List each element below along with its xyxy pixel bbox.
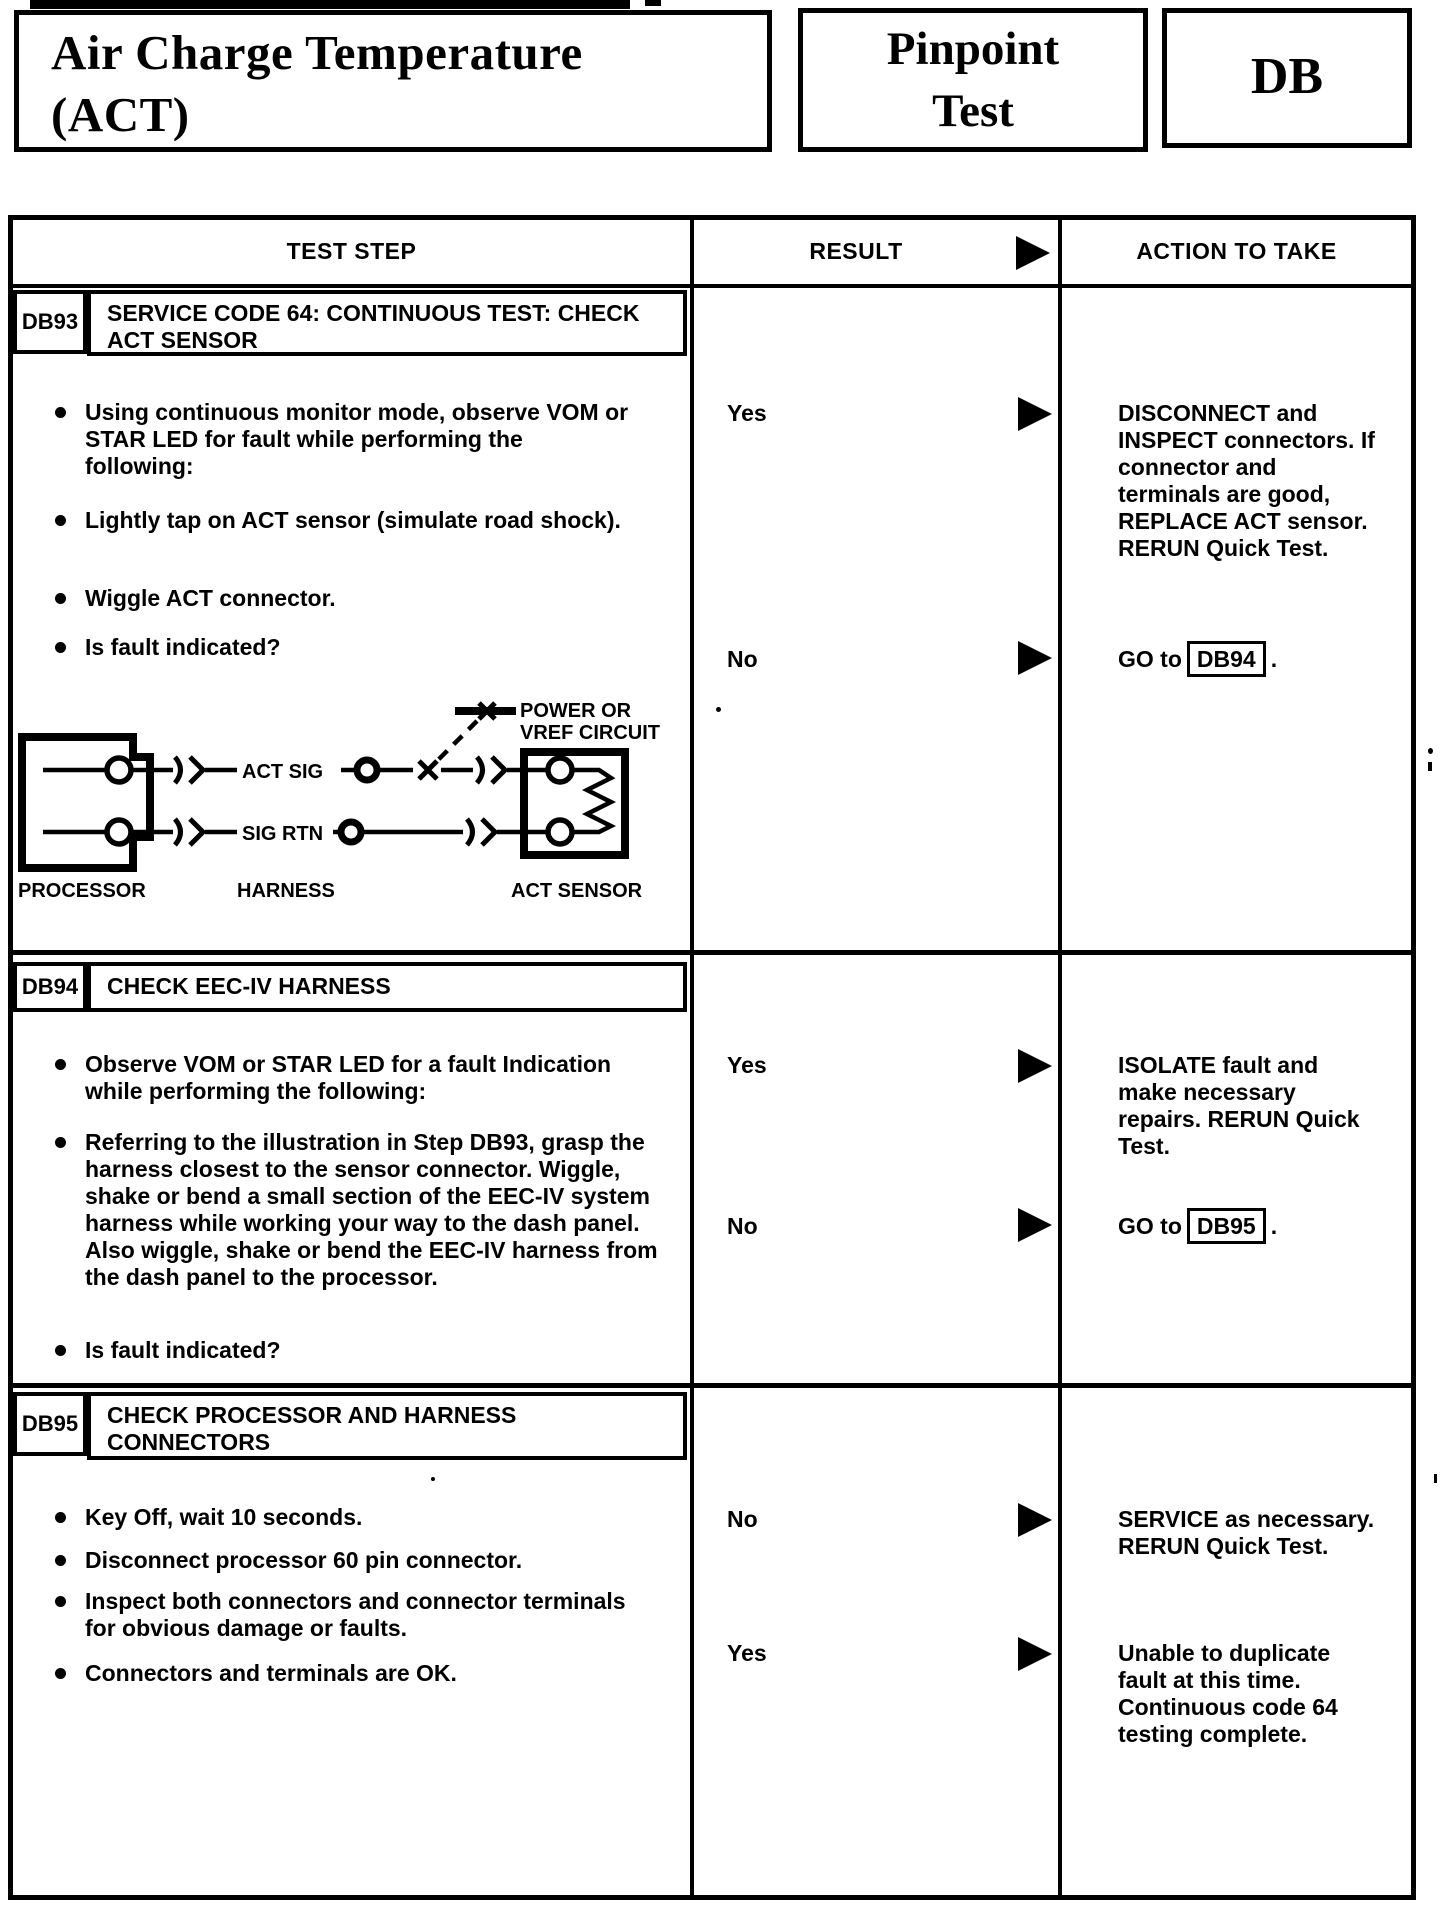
step-title: CHECK PROCESSOR AND HARNESS CONNECTORS — [107, 1402, 517, 1455]
bullet-text: Key Off, wait 10 seconds. — [85, 1504, 363, 1530]
bullet-dot-icon — [55, 515, 66, 526]
bullet-item — [55, 1129, 685, 1291]
bullet-item — [55, 1547, 522, 1574]
action-text — [1118, 641, 1380, 677]
action-text — [1118, 1208, 1380, 1244]
scan-artifact — [645, 0, 661, 6]
bullet-item — [55, 1051, 633, 1105]
diagram-label-harness: HARNESS — [237, 880, 335, 902]
column-divider-2 — [1058, 220, 1062, 1895]
bullet-text: Lightly tap on ACT sensor (simulate road shock). — [85, 507, 621, 533]
column-divider-1 — [690, 220, 694, 1895]
bullet-dot-icon — [55, 1555, 66, 1566]
result-arrow-icon — [1018, 641, 1052, 675]
bullet-dot-icon — [55, 1668, 66, 1679]
pinpoint-test-box — [798, 8, 1148, 152]
bullet-text: Connectors and terminals are OK. — [85, 1660, 457, 1686]
result-arrow-icon — [1016, 236, 1050, 270]
column-header-result: RESULT — [809, 238, 903, 264]
page-title-line1: Air Charge Temperature — [51, 25, 583, 80]
bullet-item — [55, 399, 633, 480]
bullet-item — [55, 1504, 362, 1531]
resistor-symbol — [572, 770, 611, 832]
goto-prefix: GO to — [1118, 1213, 1182, 1239]
goto-prefix: GO to — [1118, 646, 1182, 672]
step-id-badge: DB93 — [13, 290, 87, 354]
bullet-dot-icon — [55, 407, 66, 418]
result-arrow-icon — [1018, 1637, 1052, 1671]
bullet-text: Is fault indicated? — [85, 634, 281, 660]
bullet-item — [55, 507, 621, 534]
act-circuit-diagram — [15, 685, 665, 910]
bullet-text: Is fault indicated? — [85, 1337, 281, 1363]
test-type-label — [803, 13, 1143, 142]
bullet-item — [55, 1337, 281, 1364]
bullet-text: Wiggle ACT connector. — [85, 585, 336, 611]
step-title-box — [87, 290, 687, 356]
goto-suffix: . — [1270, 1213, 1278, 1239]
column-header-action: ACTION TO TAKE — [1136, 238, 1337, 264]
page-title-line2: (ACT) — [51, 87, 190, 142]
bullet-text: Inspect both connectors and connector terminals for obvious damage or faults. — [85, 1588, 626, 1641]
diagram-label-act-sig: ACT SIG — [242, 761, 324, 783]
bullet-item — [55, 1660, 457, 1687]
result-label: Yes — [727, 400, 767, 426]
result-arrow-icon — [1018, 1208, 1052, 1242]
scan-artifact — [431, 1477, 435, 1481]
bullet-dot-icon — [55, 642, 66, 653]
test-type-line2: Test — [932, 85, 1014, 137]
test-type-line1: Pinpoint — [886, 23, 1060, 75]
diagram-label-power-line1: POWER OR — [520, 700, 632, 722]
diagram-label-sig-rtn: SIG RTN — [242, 823, 324, 845]
step-id-badge: DB94 — [13, 962, 87, 1012]
result-label: No — [727, 1213, 758, 1239]
diagram-label-power-line2: VREF CIRCUIT — [520, 722, 660, 744]
action-text: ISOLATE fault and make necessary repairs. RERUN Quick Test. — [1118, 1052, 1360, 1159]
action-text: Unable to duplicate fault at this time. Continuous code 64 testing complete. — [1118, 1640, 1338, 1747]
diagram-label-act-sensor: ACT SENSOR — [511, 880, 643, 902]
bullet-text: Observe VOM or STAR LED for a fault Indication while performing the following: — [85, 1051, 612, 1104]
bullet-dot-icon — [55, 1059, 66, 1070]
result-arrow-icon — [1018, 1503, 1052, 1537]
bullet-text: Using continuous monitor mode, observe VOM or STAR LED for fault while performing the following: — [85, 399, 629, 479]
scan-artifact — [716, 707, 721, 712]
scan-artifact — [1428, 762, 1432, 771]
bullet-item — [55, 634, 281, 661]
bullet-item — [55, 1588, 633, 1642]
result-arrow-icon — [1018, 1049, 1052, 1083]
bullet-text: Disconnect processor 60 pin connector. — [85, 1547, 523, 1573]
column-header-test-step: TEST STEP — [286, 238, 417, 264]
scan-artifact — [1428, 748, 1433, 754]
test-code: DB — [1250, 48, 1324, 105]
bullet-dot-icon — [55, 593, 66, 604]
step-title-box — [87, 962, 687, 1012]
bullet-dot-icon — [55, 1345, 66, 1356]
bullet-dot-icon — [55, 1137, 66, 1148]
bullet-dot-icon — [55, 1512, 66, 1523]
scan-top-bar — [30, 0, 630, 9]
goto-step-badge: DB95 — [1187, 1208, 1266, 1244]
bullet-text: Referring to the illustration in Step DB93, grasp the harness closest to the sensor connector. Wiggle, shake or bend a small section of the EEC-IV system harness while working your way to the dash panel. Also wiggle, shake or bend the EEC-IV harness from the dash panel to the processor. — [85, 1129, 658, 1290]
action-text: SERVICE as necessary. RERUN Quick Test. — [1118, 1506, 1375, 1559]
step-title: SERVICE CODE 64: CONTINUOUS TEST: CHECK ACT SENSOR — [107, 300, 640, 353]
bullet-item — [55, 585, 336, 612]
bullet-dot-icon — [55, 1596, 66, 1607]
processor-box — [22, 737, 150, 868]
result-label: Yes — [727, 1052, 767, 1078]
step-title: CHECK EEC-IV HARNESS — [107, 973, 391, 999]
scan-artifact — [1434, 1474, 1437, 1483]
step-title-box — [87, 1392, 687, 1460]
section-divider-db94-db95 — [13, 1383, 1411, 1388]
header-row-divider — [13, 284, 1411, 288]
goto-suffix: . — [1270, 646, 1278, 672]
step-id-badge: DB95 — [13, 1392, 87, 1456]
diagram-label-processor: PROCESSOR — [18, 880, 146, 902]
test-code-box — [1162, 8, 1412, 148]
result-arrow-icon — [1018, 397, 1052, 431]
result-label: Yes — [727, 1640, 767, 1666]
section-divider-db93-db94 — [13, 950, 1411, 955]
action-text: DISCONNECT and INSPECT connectors. If connector and terminals are good, REPLACE ACT sensor. RERUN Quick Test. — [1118, 400, 1375, 561]
page-title — [19, 15, 767, 146]
goto-step-badge: DB94 — [1187, 641, 1266, 677]
result-label: No — [727, 646, 758, 672]
result-label: No — [727, 1506, 758, 1532]
title-box — [14, 10, 772, 152]
